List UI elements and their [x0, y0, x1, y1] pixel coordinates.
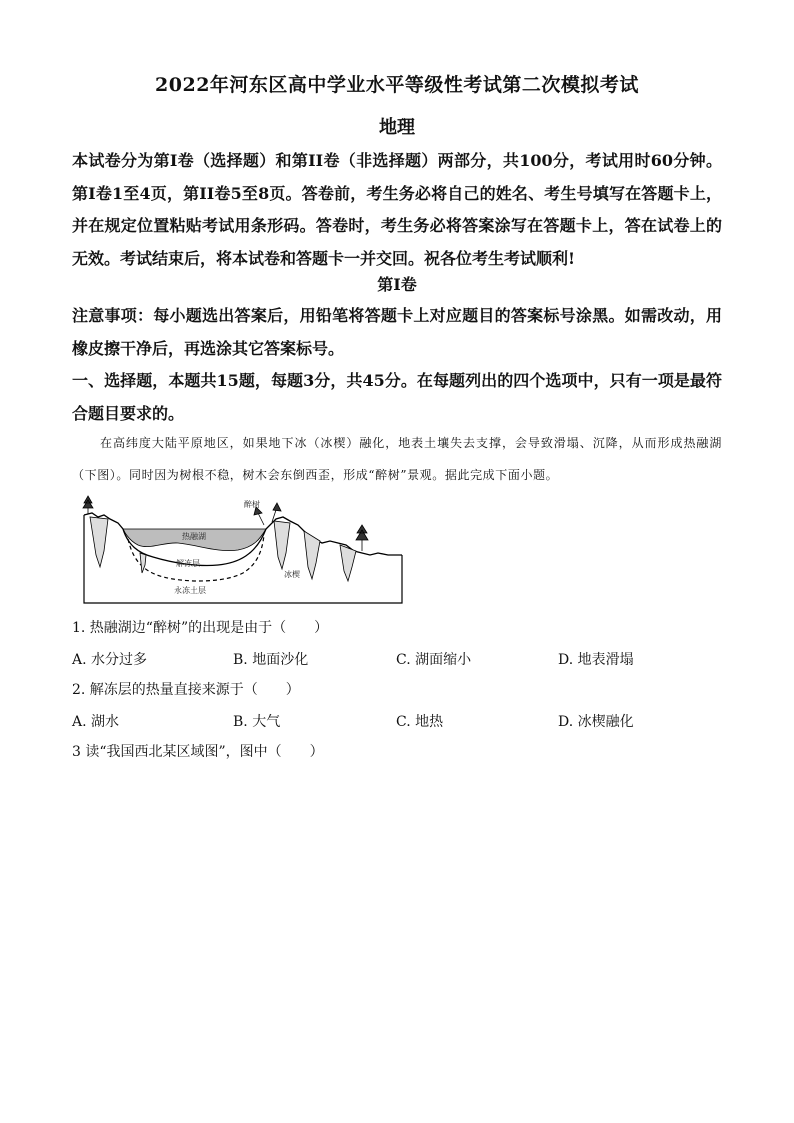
question-2-stem: 2. 解冻层的热量直接来源于（ ） — [72, 682, 300, 698]
notice-text: 注意事项：每小题选出答案后，用铅笔将答题卡上对应题目的答案标号涂黑。如需改动，用橡皮擦干净后，再选涂其它答案标号。 — [72, 306, 722, 358]
question-3-stem: 3 读“我国西北某区域图”，图中（ ） — [72, 744, 324, 760]
q1-option-a[interactable]: A. 水分过多 — [72, 652, 148, 668]
ice-wedge-1 — [90, 517, 108, 567]
material-text: 在高纬度大陆平原地区，如果地下冰（冰楔）融化，地表土壤失去支撑，会导致滑塌、沉降，从而形成热融湖（下图）。同时因为树根不稳，树木会东倒西歪，形成“醉树”景观。据此完成下面小题。 — [72, 436, 722, 482]
ice-wedge-2 — [140, 553, 146, 573]
q2-option-b[interactable]: B. 大气 — [233, 714, 281, 730]
exam-instructions — [72, 145, 722, 275]
label-drunk-tree: 醉树 — [244, 500, 260, 509]
label-permafrost: 永冻土层 — [174, 586, 206, 595]
label-thaw-lake: 热融湖 — [182, 532, 206, 541]
q2-option-c[interactable]: C. 地热 — [396, 714, 444, 730]
ice-wedge-4 — [304, 531, 320, 579]
instructions-text: 本试卷分为第Ⅰ卷（选择题）和第II卷（非选择题）两部分，共100分，考试用时60分钟。第Ⅰ卷1至4页，第II卷5至8页。答卷前，考生务必将自己的姓名、考生号填写在答题卡上，并在规定位置粘贴考试用条形码。答卷时，考生务必将答案涂写在答题卡上，答在试卷上的无效。考试结束后，将本试卷和答题卡一并交回。祝各位考生考试顺利! — [72, 151, 722, 268]
q2-option-a[interactable]: A. 湖水 — [72, 714, 120, 730]
section-heading: 一、选择题，本题共15题，每题3分，共45分。在每题列出的四个选项中，只有一项是最符合题目要求的。 — [72, 371, 722, 423]
question-1-stem: 1. 热融湖边“醉树”的出现是由于（ ） — [72, 620, 329, 636]
subject-heading: 地理 — [379, 117, 415, 138]
ice-wedge-3 — [274, 521, 290, 569]
label-ice-wedge: 冰楔 — [284, 570, 300, 579]
label-thawed-layer: 解冻层 — [176, 559, 200, 568]
upright-tree-left — [83, 496, 93, 514]
q2-option-d[interactable]: D. 冰楔融化 — [558, 714, 634, 730]
thermokarst-diagram — [78, 495, 408, 610]
notice-block — [72, 300, 722, 430]
upright-tree-right — [356, 525, 368, 551]
volume-heading: 第Ⅰ卷 — [377, 275, 417, 294]
q1-option-c[interactable]: C. 湖面缩小 — [396, 652, 472, 668]
reading-material — [72, 427, 722, 491]
q1-option-b[interactable]: B. 地面沙化 — [233, 652, 309, 668]
q1-option-d[interactable]: D. 地表滑塌 — [558, 652, 634, 668]
exam-title: 2022年河东区高中学业水平等级性考试第二次模拟考试 — [155, 74, 639, 96]
ice-wedge-5 — [340, 545, 356, 581]
